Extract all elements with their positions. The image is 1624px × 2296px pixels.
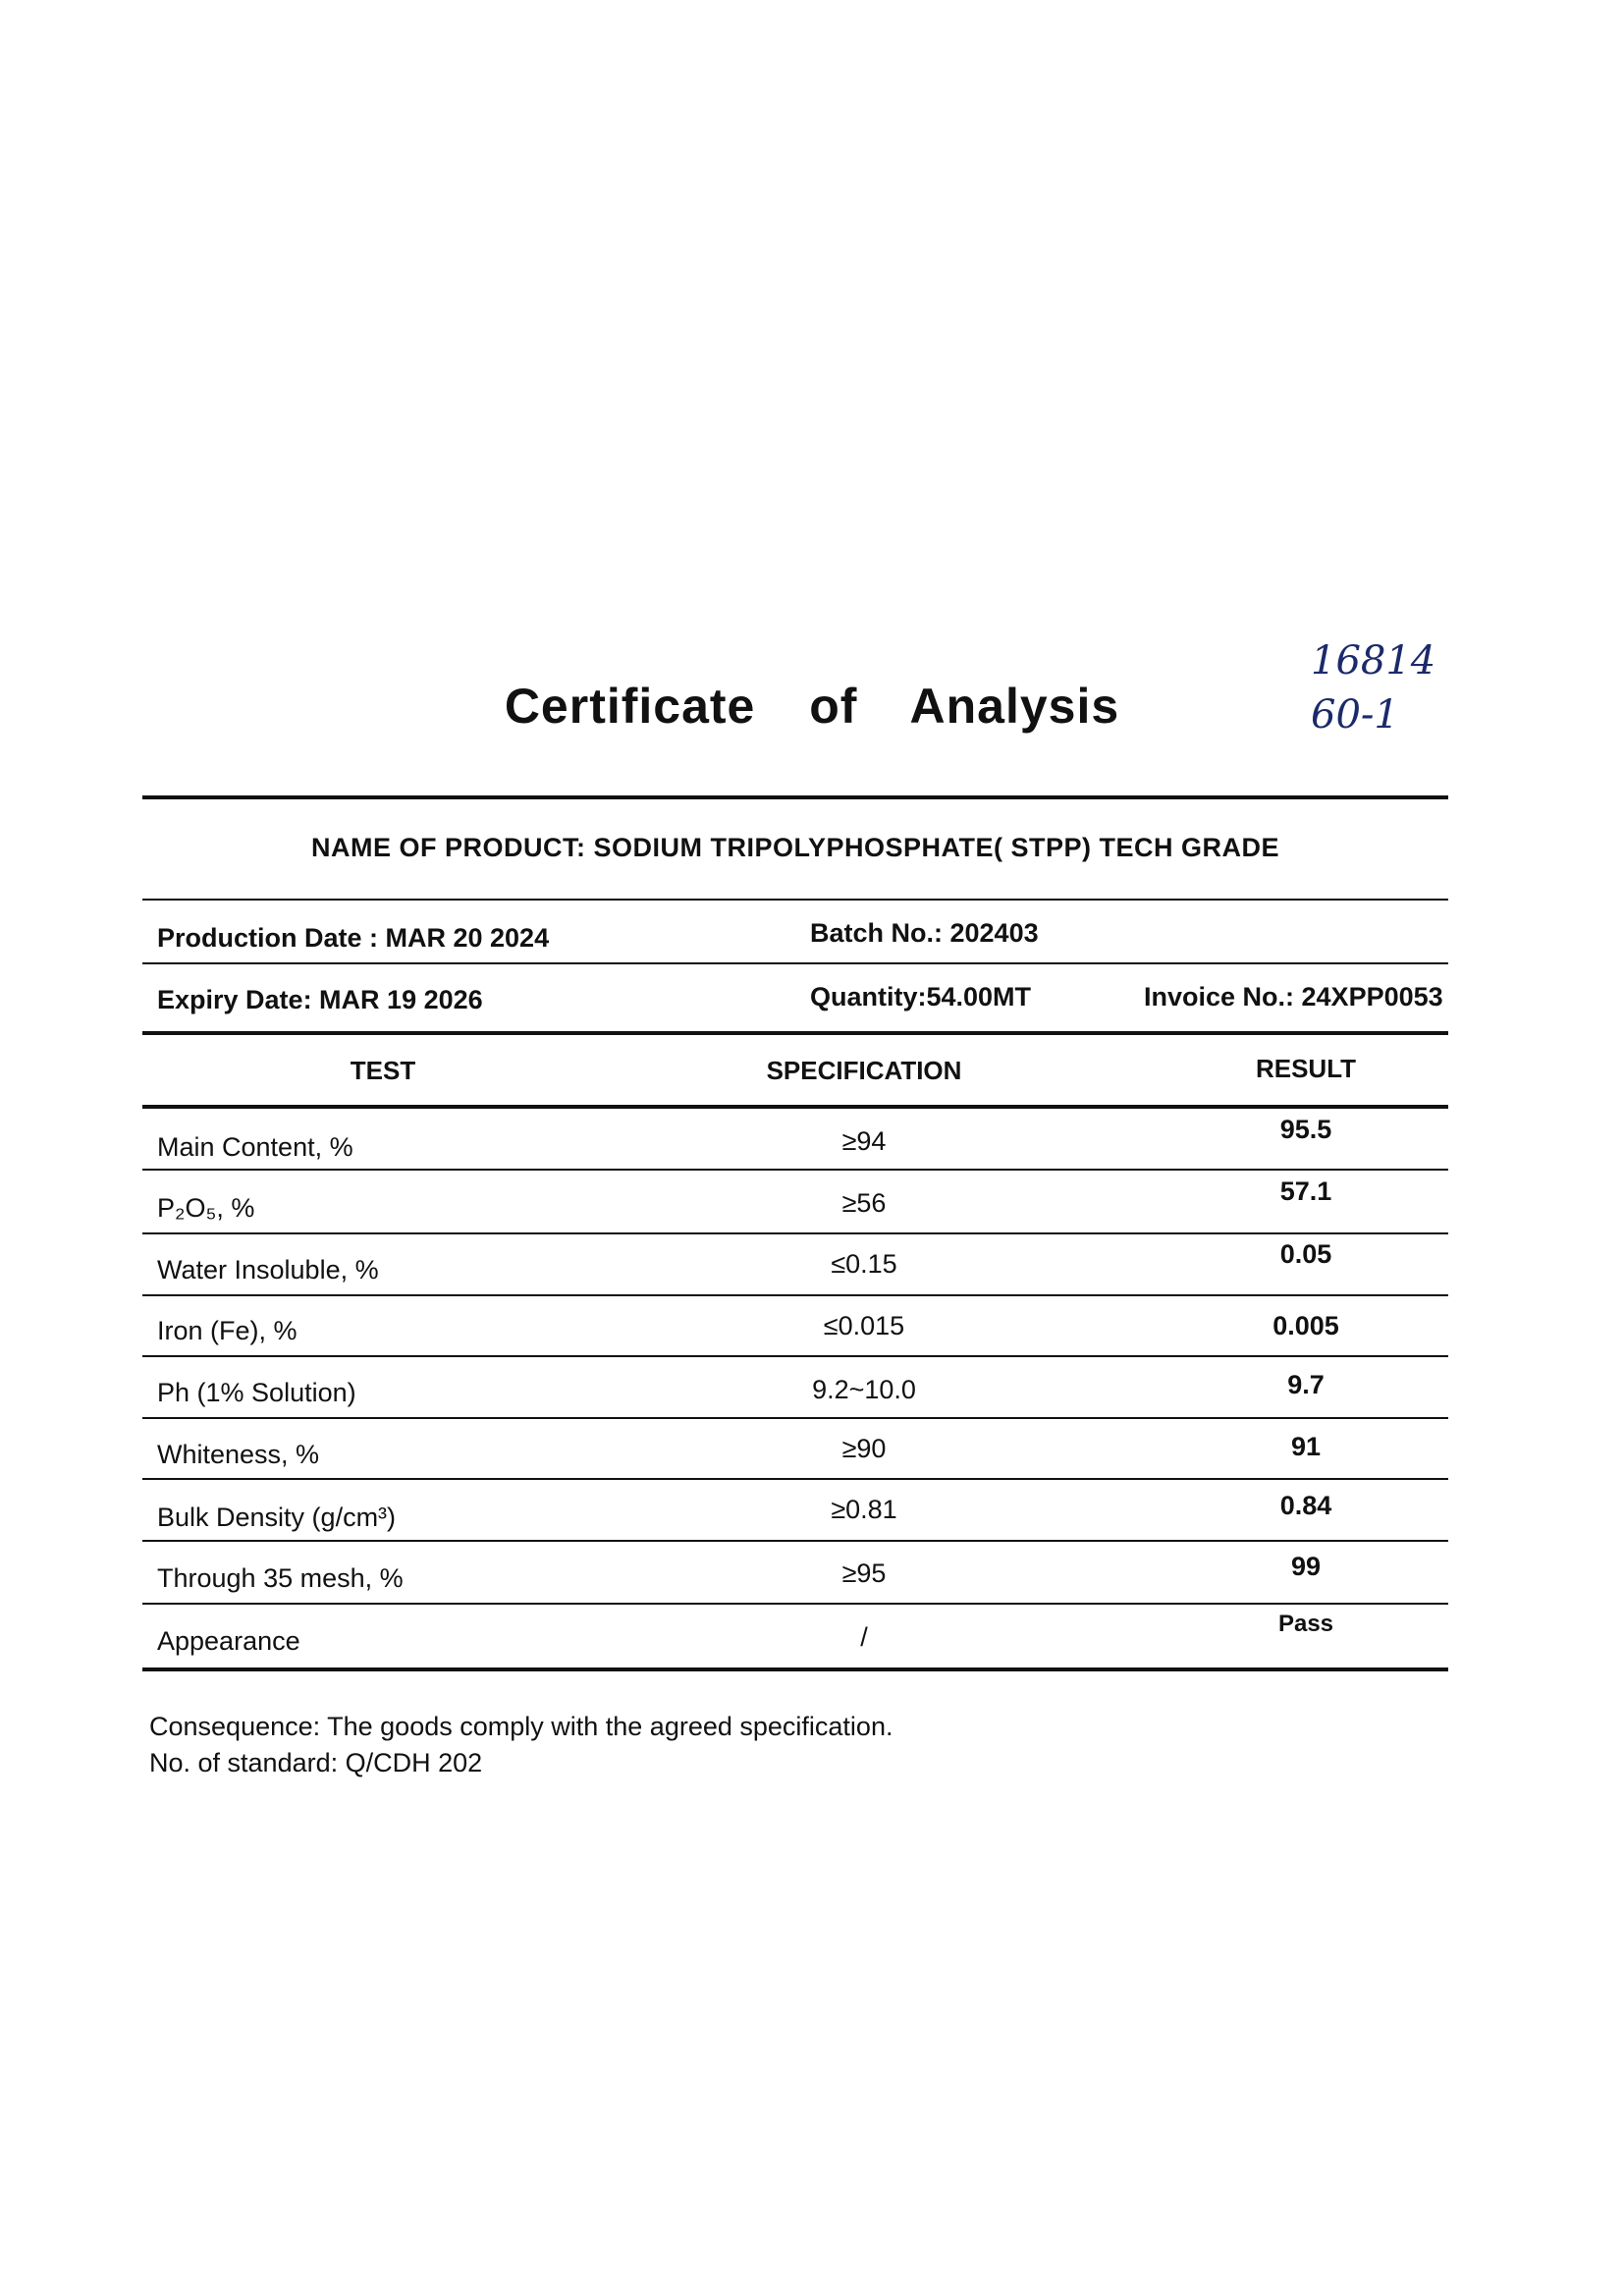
row-rule — [142, 1232, 1448, 1234]
row-rule — [142, 1355, 1448, 1357]
rule-after-production — [142, 962, 1448, 964]
production-date: Production Date : MAR 20 2024 — [157, 923, 550, 953]
table-row-result: 99 — [1290, 1552, 1322, 1581]
table-row-spec: ≤0.15 — [831, 1249, 897, 1279]
table-row-result: 95.5 — [1279, 1115, 1332, 1144]
row-rule — [142, 1294, 1448, 1296]
rule-after-header — [142, 1105, 1448, 1109]
handwritten-note-line1: 16814 — [1311, 638, 1436, 683]
table-row-test: Ph (1% Solution) — [157, 1378, 356, 1407]
table-row-spec: ≥0.81 — [831, 1495, 897, 1524]
table-row-result: 91 — [1290, 1432, 1322, 1461]
row-rule — [142, 1478, 1448, 1480]
table-row-result: 0.84 — [1279, 1491, 1332, 1520]
table-row-test: Through 35 mesh, % — [157, 1563, 404, 1593]
standard-number: No. of standard: Q/CDH 202 — [149, 1748, 483, 1777]
table-row-result: 0.005 — [1272, 1311, 1339, 1340]
document-title: Certificate of Analysis — [504, 679, 1120, 734]
table-row-result: 0.05 — [1279, 1239, 1332, 1269]
batch-number: Batch No.: 202403 — [810, 918, 1039, 948]
top-rule — [142, 795, 1448, 799]
table-row-spec: ≤0.015 — [823, 1311, 905, 1340]
product-name: NAME OF PRODUCT: SODIUM TRIPOLYPHOSPHATE( STPP) TECH GRADE — [310, 833, 1280, 862]
header-specification: SPECIFICATION — [766, 1056, 962, 1085]
row-rule — [142, 1540, 1448, 1542]
invoice-number: Invoice No.: 24XPP0053 — [1144, 982, 1443, 1011]
table-row-test: Whiteness, % — [157, 1440, 320, 1469]
table-row-spec: ≥94 — [841, 1126, 887, 1156]
table-row-test: Main Content, % — [157, 1132, 353, 1162]
table-row-test: Water Insoluble, % — [157, 1255, 379, 1285]
row-rule — [142, 1417, 1448, 1419]
table-row-test: Bulk Density (g/cm³) — [157, 1503, 397, 1532]
quantity: Quantity:54.00MT — [810, 982, 1032, 1011]
table-row-test: P₂O₅, % — [157, 1193, 255, 1223]
table-row-spec: ≥56 — [841, 1188, 887, 1218]
table-row-test: Appearance — [157, 1626, 300, 1656]
table-row-result: 57.1 — [1279, 1176, 1332, 1206]
row-rule — [142, 1169, 1448, 1171]
expiry-date: Expiry Date: MAR 19 2026 — [157, 985, 483, 1014]
rule-after-expiry — [142, 1031, 1448, 1035]
handwritten-note-line2: 60-1 — [1311, 692, 1399, 738]
table-row-spec: / — [860, 1622, 868, 1652]
table-row-result: 9.7 — [1287, 1370, 1325, 1399]
table-row-test: Iron (Fe), % — [157, 1316, 298, 1345]
table-row-result: Pass — [1277, 1611, 1334, 1637]
table-row-spec: 9.2~10.0 — [812, 1375, 916, 1404]
table-row-spec: ≥95 — [841, 1558, 887, 1588]
row-rule — [142, 1603, 1448, 1605]
header-result: RESULT — [1255, 1054, 1357, 1083]
rule-after-product — [142, 899, 1448, 901]
header-test: TEST — [350, 1056, 416, 1085]
table-row-spec: ≥90 — [841, 1434, 887, 1463]
bottom-rule — [142, 1667, 1448, 1671]
consequence-statement: Consequence: The goods comply with the agreed specification. — [149, 1712, 893, 1741]
